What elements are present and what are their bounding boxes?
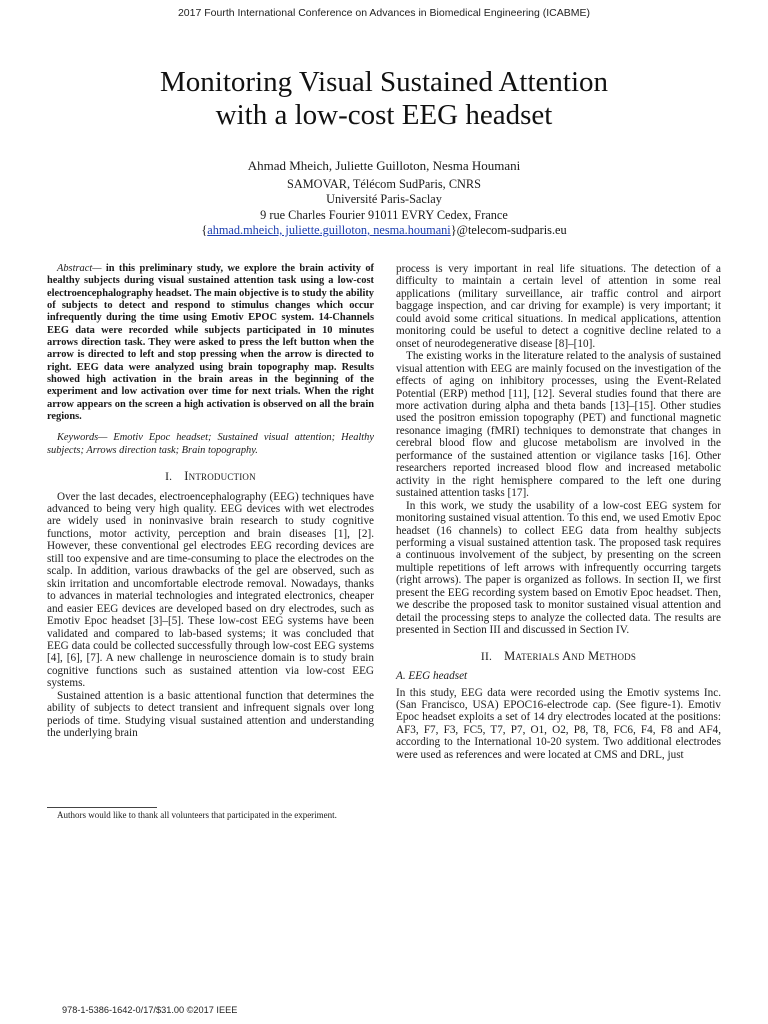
- copyright-footer: 978-1-5386-1642-0/17/$31.00 ©2017 IEEE: [62, 1005, 238, 1015]
- author-names: Ahmad Mheich, Juliette Guilloton, Nesma Houmani: [247, 158, 521, 173]
- keywords: Keywords— Emotiv Epoc headset; Sustained visual attention; Healthy subjects; Arrows direction task; Brain topography.: [47, 432, 374, 456]
- right-paragraph-2: The existing works in the literature related to the analysis of sustained visual attention with EEG are mainly focused on the investigation of the effects of aging on inhibitory processes, using the Event-Related Potential (ERP) method [11], [12]. Several studies found that there are more activation during alpha and theta bands [13]–[15]. Other studies used the positron emission topography (PET) and functional magnetic resonance imaging (fMRI) techniques to demonstrate that changes in cerebral blood flow and glucose metabolism are involved in the performance of the sustained attention or vigilance tasks [16]. Other researchers reported increased blood flow and increased metabolic activity in the right hemisphere compared to the left one during sustained attention tasks [17].: [396, 350, 721, 500]
- address-line: 9 rue Charles Fourier 91011 EVRY Cedex, France: [260, 207, 508, 222]
- intro-paragraph-1: Over the last decades, electroencephalography (EEG) techniques have advanced to being very high quality. EEG devices with wet electrodes are widely used in noninvasive brain research to study cognitive functions, motor activity, perception and brain diseases [1], [2]. However, these conventional gel electrodes EEG recording devices are still too expensive and are time-consuming to place the electrodes on the scalp. In addition, various drawbacks of the gel are observed, such as skin irritation and uncomfortable electrode removal. Nowadays, thanks to advances in material technologies and integrated electronics, cheaper and easier EEG devices are developed based on dry electrodes, such as Emotiv Epoc headset [3]–[5]. These low-cost EEG systems have been validated and compared to lab-based systems; it was concluded that EEG data could be collected successfully through low-cost EEG systems [4], [6], [7]. A new challenge in neuroscience domain is to study brain cognitive functions such as sustained attention via low-cost EEG systems.: [47, 490, 374, 690]
- abstract-text: in this preliminary study, we explore the brain activity of healthy subjects during visual sustained attention task using a low-cost electroencephalography headset. The main objective is to study the ability of subjects to detect and respond to stimulus changes which occur infrequently during the time using Emotiv EPOC system. 14-Channels EEG data were recorded while subjects participated in 10 minutes arrows direction task. They were asked to press the left button when the arrow is directed to left and stop pressing when the arrow is directed to right. EEG data were analyzed using brain topography map. Results showed high activation in the brain areas in the beginning of the experiment and low activation over time for next trials. When the right arrow appears on the screen a high activation is observed on all the brain regions.: [47, 263, 374, 423]
- left-column: [47, 263, 374, 740]
- affiliation-line-2: Université Paris-Saclay: [326, 192, 442, 206]
- abstract-label: Abstract—: [57, 263, 102, 274]
- paper-title: [0, 66, 768, 132]
- right-paragraph-3: In this work, we study the usability of a low-cost EEG system for monitoring sustained visual attention. To this end, we used Emotiv Epoc headset (16 channels) to collect EEG data from healthy subjects performing a visual sustained attention task. The proposed task requires a continuous involvement of the subject, by presenting on the screen multiple repetitions of left arrows with infrequently occurring targets (right arrows). The paper is organized as follows. In section II, we first present the EEG recording system based on Emotiv Epoc headset. Then, we describe the proposed task to monitor sustained visual attention and detail the processing steps to analyze the collected data. The results are presented in Section III and discussed in Section IV.: [396, 499, 721, 637]
- intro-paragraph-2: Sustained attention is a basic attentional function that determines the ability of subjects to detect transient and infrequent signals over long periods of time. Studying visual sustained attention and understanding the underlying brain: [47, 689, 374, 740]
- conference-header: 2017 Fourth International Conference on Advances in Biomedical Engineering (ICABME): [177, 7, 591, 19]
- section-number: I.: [165, 471, 173, 484]
- title-line-1: Monitoring Visual Sustained Attention: [159, 66, 609, 98]
- section-heading-methods: [396, 650, 721, 663]
- footnote-rule: [47, 807, 157, 808]
- eeg-paragraph-1: In this study, EEG data were recorded using the Emotiv systems Inc. (San Francisco, USA) EPOC16-electrode cap. (See figure-1). Emotiv Epoc headset exploits a set of 14 dry electrodes located at the positions: AF3, F7, F3, FC5, T7, P7, O1, O2, P8, T8, FC6, F4, F8 and AF4, according to the International 10-20 system. Two additional electrodes were used as references and were located at CMS and DRL, just: [396, 686, 721, 761]
- abstract: [47, 263, 374, 423]
- affiliation-line-1: SAMOVAR, Télécom SudParis, CNRS: [287, 176, 481, 191]
- footnote: Authors would like to thank all volunteers that participated in the experiment.: [57, 810, 337, 820]
- title-line-2: with a low-cost EEG headset: [215, 99, 553, 131]
- email-open-brace: {: [201, 223, 208, 237]
- section-heading-introduction: [47, 470, 374, 483]
- section-title: Introduction: [184, 469, 256, 484]
- subsection-heading-eeg-headset: A. EEG headset: [396, 670, 468, 683]
- right-column: [396, 263, 721, 761]
- section-number: II.: [480, 650, 493, 663]
- section-title: Materials And Methods: [504, 648, 637, 663]
- right-paragraph-1: process is very important in real life situations. The detection of a difficulty to maintain a certain level of attention in some real applications (military surveillance, air traffic control and airport baggage inspection, and car driving for example) is very important; it could avoid some critical situations. In medical applications, attention monitoring could be useful to detect a cognitive decline related to a onset of neurodegenerative disease [8]–[10].: [396, 263, 721, 350]
- email-line: [0, 223, 768, 239]
- email-domain: }@telecom-sudparis.eu: [450, 223, 567, 237]
- email-link[interactable]: ahmad.mheich, juliette.guilloton, nesma.houmani: [207, 223, 451, 237]
- author-block: [0, 158, 768, 239]
